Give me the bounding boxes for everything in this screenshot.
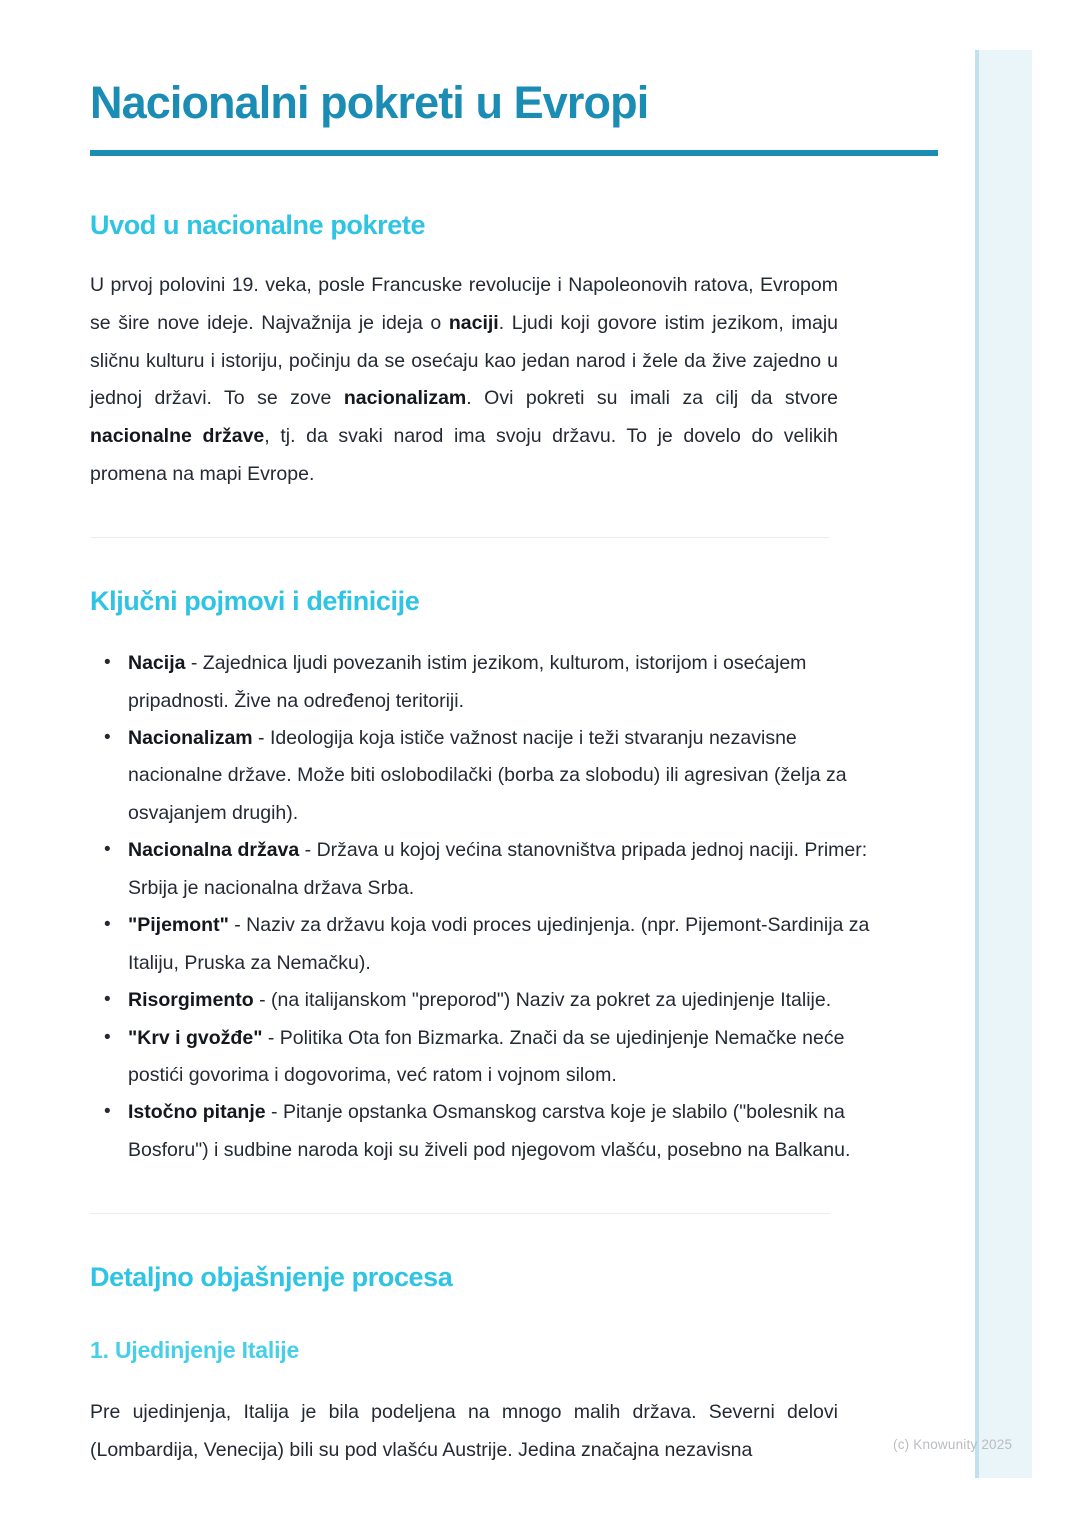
term-label: Nacija	[128, 652, 186, 675]
list-item	[128, 1020, 888, 1095]
intro-text-part-2: . Ljudi koji govore istim jezikom, imaju sličnu kulturu i istoriju, počinju da se osećaju kao jedan narod i žele da žive zajedno u jednoj državi. To se zove	[90, 312, 838, 410]
term-label: "Krv i gvožđe"	[128, 1026, 263, 1049]
list-item	[128, 720, 888, 832]
term-definition: - (na italijanskom "preporod") Naziv za pokret za ujedinjenje Italije.	[253, 989, 832, 1012]
term-label: Nacionalna država	[128, 839, 300, 862]
intro-paragraph	[90, 267, 838, 493]
page-title: Nacionalni pokreti u Evropi	[90, 77, 649, 128]
list-item	[128, 982, 888, 1019]
term-definition: - Pitanje opstanka Osmanskog carstva koje je slabilo ("bolesnik na Bosforu") i sudbine naroda koji su živeli pod njegovom vlašću, posebno na Balkanu.	[128, 1101, 851, 1161]
term-definition: - Zajednica ljudi povezanih istim jezikom, kulturom, istorijom i osećajem pripadnosti. Žive na određenoj teritoriji.	[128, 652, 807, 712]
term-definition: - Naziv za državu koja vodi proces ujedinjenja. (npr. Pijemont-Sardinija za Italiju, Pruska za Nemačku).	[128, 914, 870, 974]
section-heading-kljucni-pojmovi: Ključni pojmovi i definicije	[90, 586, 420, 617]
term-definition: - Politika Ota fon Bizmarka. Znači da se ujedinjenje Nemačke neće postići govorima i dogovorima, već ratom i vojnom silom.	[128, 1026, 845, 1086]
term-label: "Pijemont"	[128, 914, 229, 937]
term-label: Istočno pitanje	[128, 1101, 266, 1124]
list-item	[128, 832, 888, 907]
italy-paragraph: Pre ujedinjenja, Italija je bila podeljena na mnogo malih država. Severni delovi (Lombardija, Venecija) bili su pod vlašću Austrije. Jedina značajna nezavisna	[90, 1401, 838, 1461]
intro-bold-nacionalne-drzave: nacionalne države	[90, 424, 265, 447]
list-item	[128, 907, 888, 982]
intro-text-part-1: U prvoj polovini 19. veka, posle Francuske revolucije i Napoleonovih ratova, Evropom se šire nove ideje. Najvažnija je ideja o	[90, 274, 838, 335]
list-item	[128, 645, 888, 720]
section-heading-uvod: Uvod u nacionalne pokrete	[90, 210, 426, 241]
term-definition: - Država u kojoj većina stanovništva pripada jednoj naciji. Primer: Srbija je nacionalna država Srba.	[128, 839, 868, 899]
intro-bold-naciji: naciji	[448, 312, 499, 335]
term-label: Nacionalizam	[128, 727, 253, 750]
list-item	[128, 1094, 888, 1169]
key-terms-list	[90, 645, 888, 1169]
term-definition: - Ideologija koja ističe važnost nacije i teži stvaranju nezavisne nacionalne države. Može biti oslobodilački (borba za slobodu) ili agresivan (želja za osvajanjem drugih).	[128, 727, 847, 824]
intro-bold-nacionalizam: nacionalizam	[343, 387, 467, 410]
term-label: Risorgimento	[128, 989, 254, 1012]
subsection-heading-ujedinjenje-italije: 1. Ujedinjenje Italije	[90, 1337, 300, 1364]
copyright-watermark: (c) Knowunity 2025	[893, 1437, 1013, 1452]
section-heading-detaljno-objasnjenje: Detaljno objašnjenje procesa	[90, 1262, 453, 1293]
intro-text-part-3: . Ovi pokreti su imali za cilj da stvore	[466, 387, 838, 410]
intro-text-part-4: , tj. da svaki narod ima svoju državu. To je dovelo do velikih promena na mapi Evrope.	[90, 424, 838, 485]
